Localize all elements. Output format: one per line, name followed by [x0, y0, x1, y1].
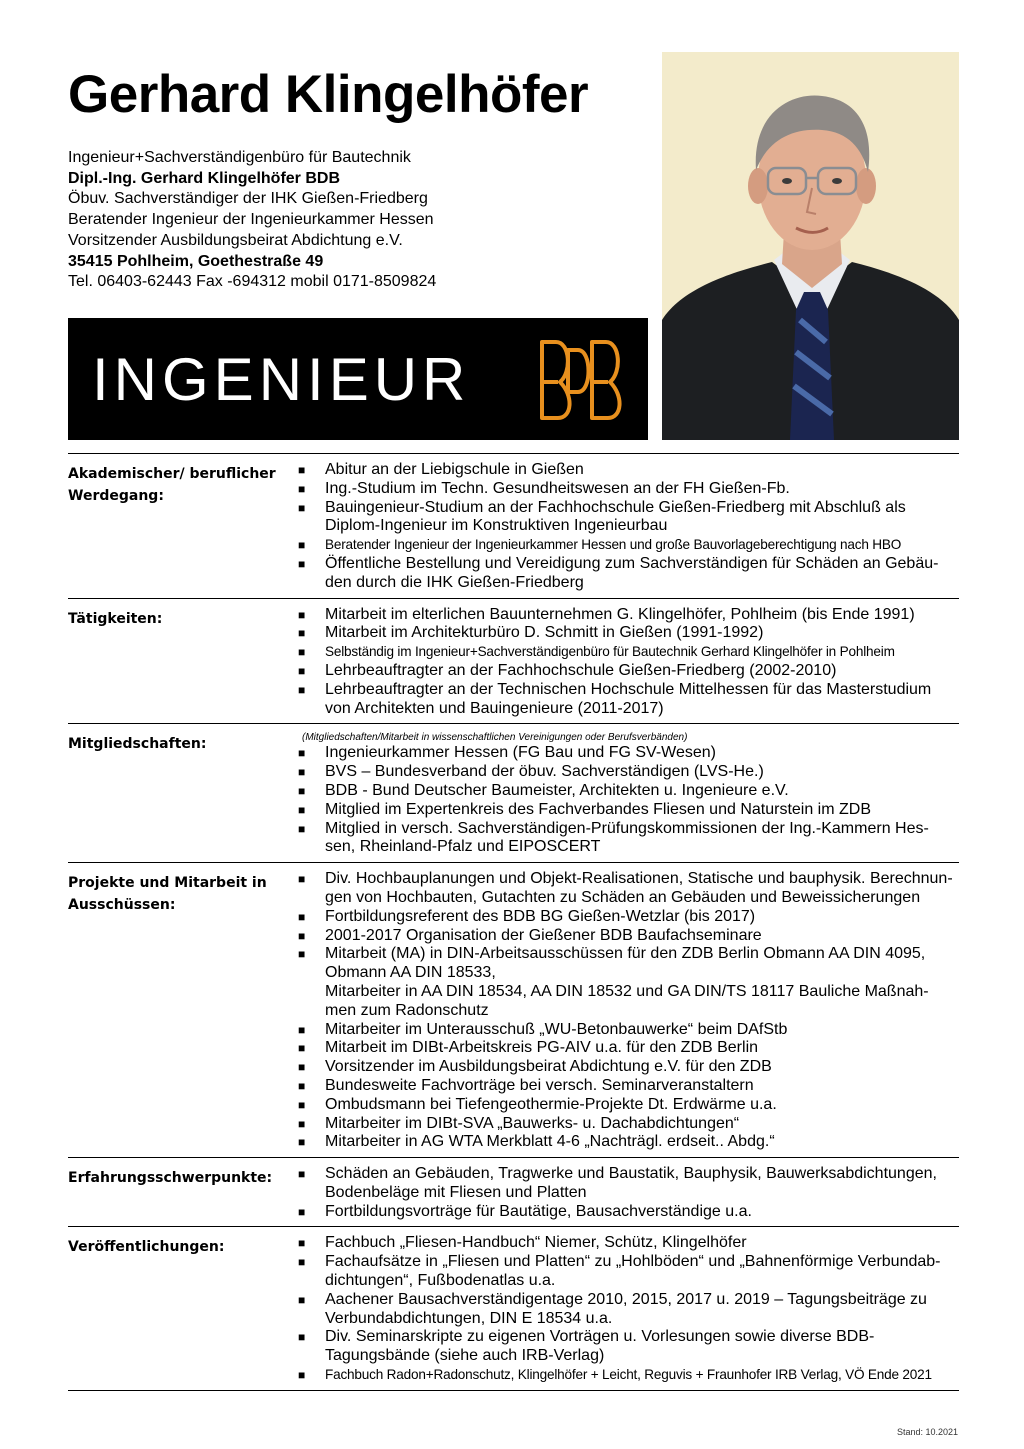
- list-item-continuation: Mitarbeiter in AA DIN 18534, AA DIN 18532 und GA DIN/TS 18117 Bauliche Maßnah-men zum Radonschutz: [325, 982, 929, 1019]
- list-item: ■ Schäden an Gebäuden, Tragwerke und Baustatik, Bauphysik, Bauwerksabdichtungen, Bodenbeläge mit Fliesen und Platten: [300, 1165, 959, 1203]
- list-item: ■ Abitur an der Liebigschule in Gießen: [300, 461, 959, 480]
- cv-sections: [68, 453, 959, 1391]
- list-item: ■ Ing.-Studium im Techn. Gesundheitswesen an der FH Gießen-Fb.: [300, 480, 959, 499]
- section-erfahrung: [68, 1157, 959, 1226]
- section-list: [300, 870, 959, 1152]
- ingenieur-banner: [68, 318, 648, 440]
- section-label: Erfahrungsschwerpunkte:: [68, 1170, 273, 1187]
- section-list: [300, 1165, 959, 1221]
- section-list: [300, 606, 959, 719]
- section-list: [300, 744, 959, 857]
- list-item: ■ Ombudsmann bei Tiefengeothermie-Projekte Dt. Erdwärme u.a.: [300, 1096, 959, 1115]
- list-item: ■ Mitarbeit im elterlichen Bauunternehmen G. Klingelhöfer, Pohlheim (bis Ende 1991): [300, 606, 959, 625]
- section-note: (Mitgliedschaften/Mitarbeit in wissenschaftlichen Vereinigungen oder Berufsverbänden): [302, 732, 688, 744]
- contact-line-address: 35415 Pohlheim, Goethestraße 49: [68, 252, 324, 270]
- list-item: ■ Selbständig im Ingenieur+Sachverständigenbüro für Bautechnik Gerhard Klingelhöfer in Pohlheim: [300, 643, 959, 662]
- list-item: ■ Lehrbeauftragter an der Fachhochschule Gießen-Friedberg (2002-2010): [300, 662, 959, 681]
- list-item: ■ Öffentliche Bestellung und Vereidigung zum Sachverständigen für Schäden an Gebäu-den durch die IHK Gießen-Friedberg: [300, 555, 959, 593]
- list-item: ■ Mitglied im Expertenkreis des Fachverbandes Fliesen und Naturstein im ZDB: [300, 801, 959, 820]
- list-item: ■ 2001-2017 Organisation der Gießener BDB Baufachseminare: [300, 927, 959, 946]
- section-mitgliedschaften: [68, 723, 959, 862]
- list-item: ■ Fortbildungsreferent des BDB BG Gießen-Wetzlar (bis 2017): [300, 908, 959, 927]
- section-list: [300, 461, 959, 593]
- list-item: ■ Fachbuch „Fliesen-Handbuch“ Niemer, Schütz, Klingelhöfer: [300, 1234, 959, 1253]
- section-label: Akademischer/ beruflicher Werdegang:: [68, 466, 276, 504]
- list-item: ■ BVS – Bundesverband der öbuv. Sachverständigen (LVS-He.): [300, 763, 959, 782]
- list-item: ■ Div. Hochbauplanungen und Objekt-Realisationen, Statische und bauphysik. Berechnun-gen von Hochbauten, Gutachten zu Schäden an Gebäuden und Beweissicherungen: [300, 870, 959, 908]
- list-item: ■ Fachbuch Radon+Radonschutz, Klingelhöfer + Leicht, Reguvis + Fraunhofer IRB Verlag, VÖ Ende 2021: [300, 1366, 959, 1385]
- list-item: ■ BDB - Bund Deutscher Baumeister, Architekten u. Ingenieure e.V.: [300, 782, 959, 801]
- section-veroeffentlichungen: [68, 1226, 959, 1390]
- list-item: ■ Fachaufsätze in „Fliesen und Platten“ zu „Hohlböden“ und „Bahnenförmige Verbundab-dichtungen“, Fußbodenatlas u.a.: [300, 1253, 959, 1291]
- list-item-text: Mitarbeit (MA) in DIN-Arbeitsausschüssen für den ZDB Berlin Obmann AA DIN 4095, Obmann AA DIN 18533,: [325, 945, 926, 982]
- list-item: ■ Beratender Ingenieur der Ingenieurkammer Hessen und große Bauvorlageberechtigung nach HBO: [300, 536, 959, 555]
- section-list: [300, 1234, 959, 1384]
- section-label: Mitgliedschaften:: [68, 736, 207, 753]
- section-werdegang: [68, 453, 959, 598]
- section-projekte: [68, 862, 959, 1157]
- section-label: Veröffentlichungen:: [68, 1239, 225, 1256]
- list-item: ■ Fortbildungsvorträge für Bautätige, Bausachverständige u.a.: [300, 1203, 959, 1222]
- list-item: ■ Vorsitzender im Ausbildungsbeirat Abdichtung e.V. für den ZDB: [300, 1058, 959, 1077]
- list-item: ■ Mitarbeiter im DIBt-SVA „Bauwerks- u. Dachabdichtungen“: [300, 1115, 959, 1134]
- section-taetigkeiten: [68, 598, 959, 724]
- contact-block: [68, 148, 648, 293]
- list-item: ■ Mitarbeiter im Unterausschuß „WU-Betonbauwerke“ beim DAfStb: [300, 1021, 959, 1040]
- list-item: ■ Lehrbeauftragter an der Technischen Hochschule Mittelhessen für das Masterstudium von Architekten und Bauingenieure (2011-2017): [300, 681, 959, 719]
- list-item: ■ Ingenieurkammer Hessen (FG Bau und FG SV-Wesen): [300, 744, 959, 763]
- list-item: ■ Mitarbeiter in AG WTA Merkblatt 4-6 „Nachträgl. erdseit.. Abdg.“: [300, 1133, 959, 1152]
- list-item: ■ Mitglied in versch. Sachverständigen-Prüfungskommissionen der Ing.-Kammern Hes-sen, Rheinland-Pfalz und EIPOSCERT: [300, 820, 959, 858]
- contact-line-title: Dipl.-Ing. Gerhard Klingelhöfer BDB: [68, 169, 341, 187]
- list-item: ■ Aachener Bausachverständigentage 2010, 2015, 2017 u. 2019 – Tagungsbeiträge zu Verbundabdichtungen, DIN E 18534 u.a.: [300, 1291, 959, 1329]
- contact-line-chamber: Beratender Ingenieur der Ingenieurkammer Hessen: [68, 211, 434, 229]
- bdb-logo: [536, 332, 626, 428]
- contact-line-office: Ingenieur+Sachverständigenbüro für Bautechnik: [68, 149, 411, 166]
- contact-line-phone: Tel. 06403-62443 Fax -694312 mobil 0171-8509824: [68, 273, 437, 291]
- section-label: Tätigkeiten:: [68, 610, 163, 627]
- date-stamp: Stand: 10.2021: [896, 1427, 958, 1437]
- list-item: [300, 945, 959, 1020]
- portrait-photo: [662, 52, 959, 440]
- list-item: ■ Div. Seminarskripte zu eigenen Vorträgen u. Vorlesungen sowie diverse BDB-Tagungsbände (siehe auch IRB-Verlag): [300, 1328, 959, 1366]
- person-name: Gerhard Klingelhöfer: [68, 65, 589, 124]
- banner-word: INGENIEUR: [92, 346, 471, 413]
- contact-line-chair: Vorsitzender Ausbildungsbeirat Abdichtung e.V.: [68, 231, 403, 249]
- list-item: ■ Bundesweite Fachvorträge bei versch. Seminarveranstaltern: [300, 1077, 959, 1096]
- list-item: ■ Bauingenieur-Studium an der Fachhochschule Gießen-Friedberg mit Abschluß als Diplom-Ingenieur im Konstruktiven Ingenieurbau: [300, 499, 959, 537]
- section-label: Projekte und Mitarbeit in Ausschüssen:: [68, 875, 267, 914]
- list-item: ■ Mitarbeit im DIBt-Arbeitskreis PG-AIV u.a. für den ZDB Berlin: [300, 1039, 959, 1058]
- contact-line-expert: Öbuv. Sachverständiger der IHK Gießen-Friedberg: [68, 190, 428, 208]
- list-item: ■ Mitarbeit im Architekturbüro D. Schmitt in Gießen (1991-1992): [300, 624, 959, 643]
